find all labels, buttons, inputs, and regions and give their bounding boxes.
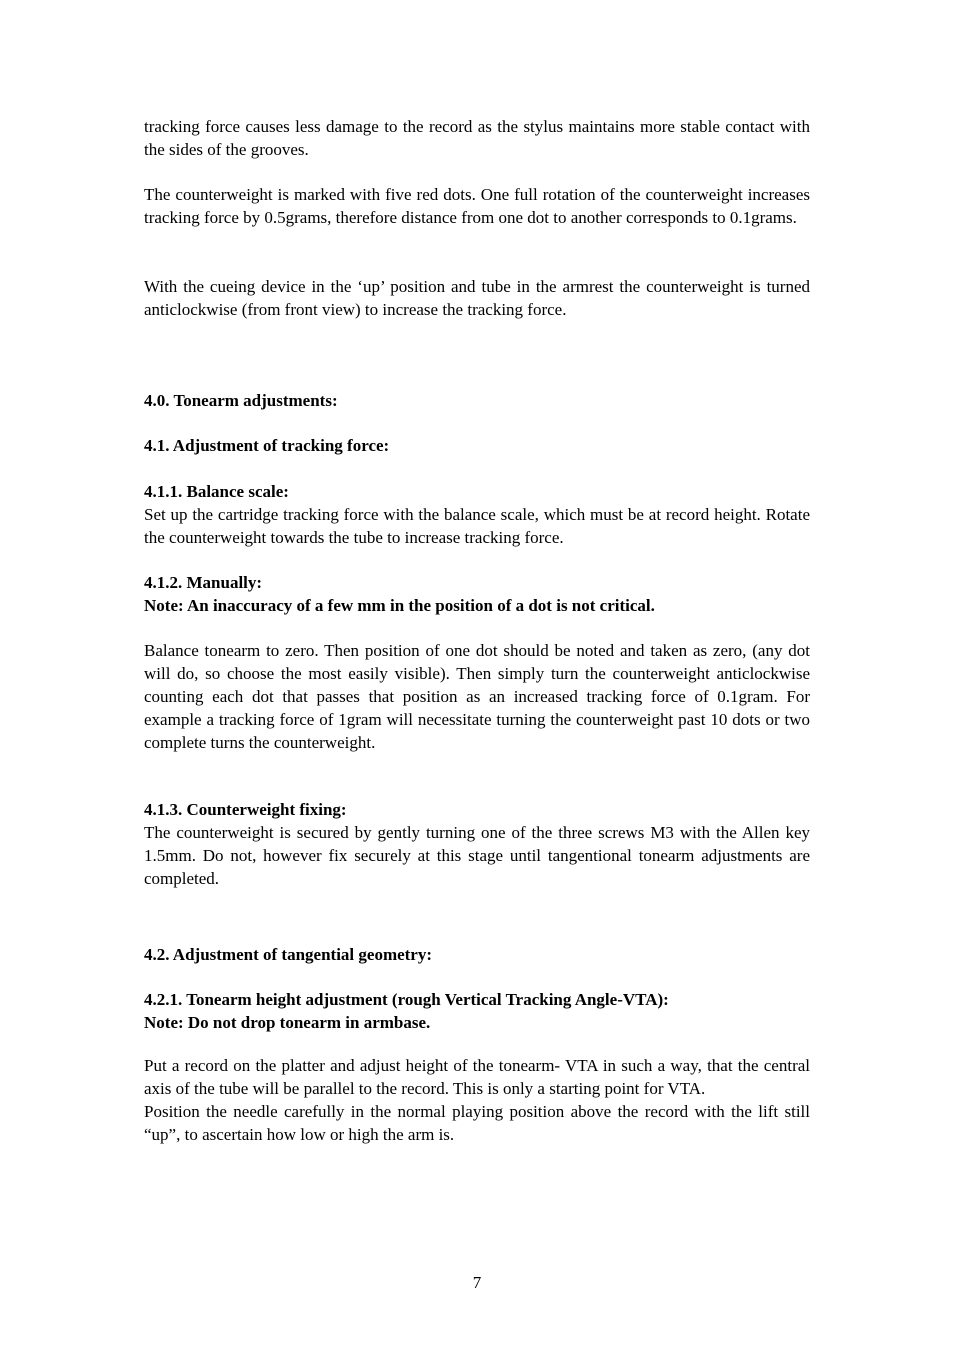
subsection-manually [144, 571, 810, 617]
paragraph-text: With the cueing device in the ‘up’ position and tube in the armrest the counterweight is turned anticlockwise (from front view) to increase the tracking force. [144, 277, 810, 319]
section-heading-4-2 [144, 943, 810, 966]
paragraph-text: tracking force causes less damage to the record as the stylus maintains more stable contact with the sides of the grooves. [144, 117, 810, 159]
heading-text: 4.1. Adjustment of tracking force: [144, 436, 390, 455]
heading-text: 4.1.2. Manually: [144, 573, 263, 592]
subsection-counterweight-fixing [144, 798, 810, 890]
subsection-tonearm-height [144, 988, 810, 1034]
paragraph-text: The counterweight is secured by gently turning one of the three screws M3 with the Allen key 1.5mm. Do not, however fix securely at this stage until tangentional tonearm adjustments are completed. [144, 823, 810, 888]
note-text: Note: An inaccuracy of a few mm in the position of a dot is not critical. [144, 596, 655, 615]
heading-text: 4.1.1. Balance scale: [144, 482, 289, 501]
heading-text: 4.1.3. Counterweight fixing: [144, 800, 347, 819]
heading-text: 4.2. Adjustment of tangential geometry: [144, 945, 433, 964]
paragraph-text: Position the needle carefully in the normal playing position above the record with the lift still “up”, to ascertain how low or high the arm is. [144, 1102, 810, 1144]
paragraph-text: Set up the cartridge tracking force with the balance scale, which must be at record height. Rotate the counterweight towards the tube to increase tracking force. [144, 505, 810, 547]
paragraph-text: The counterweight is marked with five red dots. One full rotation of the counterweight increases tracking force by 0.5grams, therefore distance from one dot to another corresponds to 0.1grams. [144, 185, 810, 227]
cueing-device-paragraph [144, 275, 810, 321]
paragraph-text: Balance tonearm to zero. Then position of one dot should be noted and taken as zero, (any dot will do, so choose the most easily visible). Then simply turn the counterweight anticlockwise counting each dot that passes that position as an increased tracking force of 0.1gram. For example a tracking force of 1gram will necessitate turning the counterweight past 10 dots or two complete turns the counterweight. [144, 641, 810, 752]
note-text: Note: Do not drop tonearm in armbase. [144, 1013, 431, 1032]
heading-text: 4.0. Tonearm adjustments: [144, 391, 338, 410]
tonearm-height-paragraphs [144, 1054, 810, 1146]
subsection-balance-scale [144, 480, 810, 549]
section-heading-4-0 [144, 389, 810, 412]
page-number: 7 [472, 1273, 482, 1292]
paragraph-text: Put a record on the platter and adjust height of the tonearm- VTA in such a way, that the central axis of the tube will be parallel to the record. This is only a starting point for VTA. [144, 1056, 810, 1098]
intro-continuation-paragraph [144, 115, 810, 161]
counterweight-dots-paragraph [144, 183, 810, 229]
section-heading-4-1 [144, 434, 810, 457]
manually-paragraph [144, 639, 810, 754]
heading-text: 4.2.1. Tonearm height adjustment (rough Vertical Tracking Angle-VTA): [144, 990, 669, 1009]
